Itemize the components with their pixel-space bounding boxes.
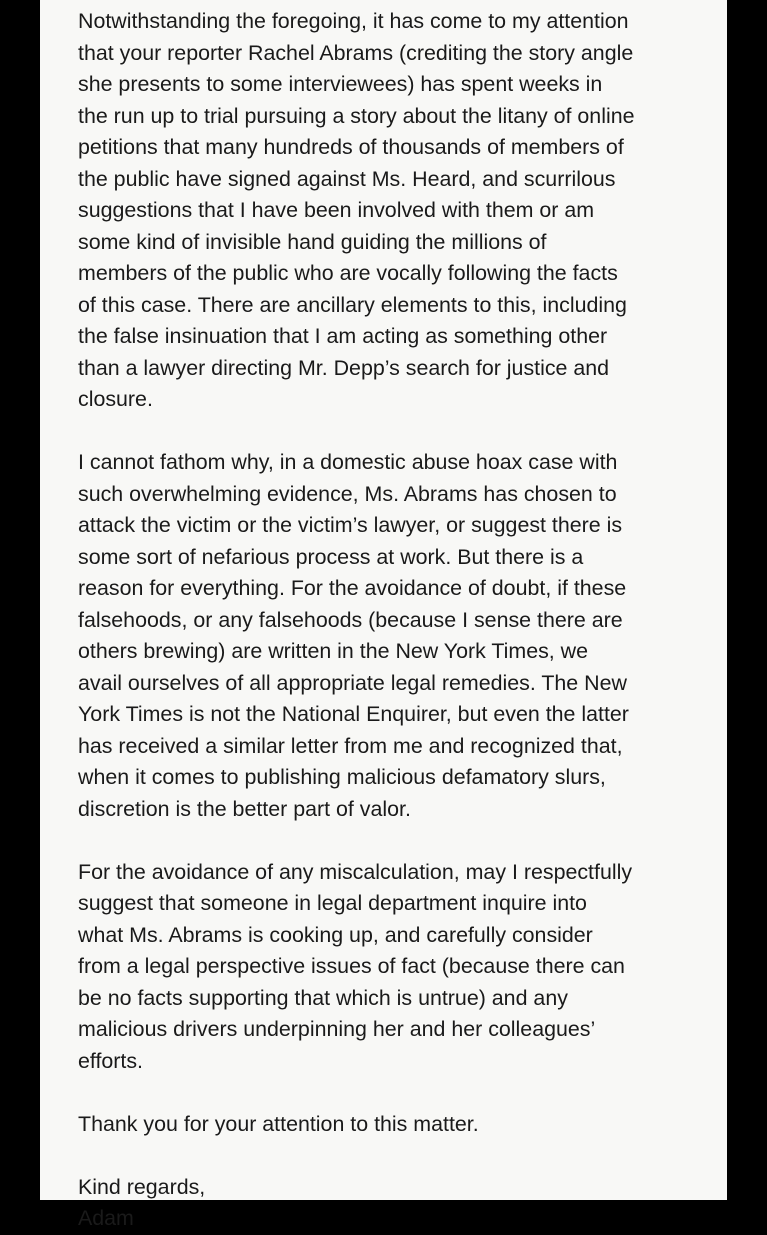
paragraph-3 bbox=[78, 857, 718, 1078]
paragraph-gap bbox=[78, 1077, 718, 1109]
sign-off bbox=[78, 1172, 718, 1235]
text-line: suggestions that I have been involved with them or am bbox=[78, 198, 595, 222]
text-line: Thank you for your attention to this matter. bbox=[78, 1111, 479, 1136]
letter-body bbox=[78, 6, 718, 1235]
paragraph-1 bbox=[78, 6, 718, 416]
paragraph-2 bbox=[78, 447, 718, 825]
paragraph-gap bbox=[78, 1140, 718, 1172]
text-line: what Ms. Abrams is cooking up, and carefully consider bbox=[78, 922, 593, 947]
text-line: the false insinuation that I am acting as something other bbox=[78, 324, 608, 348]
text-line: has received a similar letter from me and recognized that, bbox=[78, 733, 623, 758]
text-line: efforts. bbox=[78, 1048, 143, 1073]
signature: Adam bbox=[78, 1206, 134, 1230]
text-line: petitions that many hundreds of thousands of members of bbox=[78, 135, 624, 159]
text-line: I cannot fathom why, in a domestic abuse hoax case with bbox=[78, 450, 618, 474]
text-line: that your reporter Rachel Abrams (crediting the story angle bbox=[78, 40, 634, 65]
text-line: others brewing) are written in the New York Times, we bbox=[78, 639, 589, 663]
text-line: For the avoidance of any miscalculation, may I respectfully bbox=[78, 859, 633, 884]
text-line: suggest that someone in legal department inquire into bbox=[78, 891, 587, 915]
text-line: she presents to some interviewees) has spent weeks in bbox=[78, 72, 603, 96]
text-line: from a legal perspective issues of fact (because there can bbox=[78, 954, 625, 978]
text-line: attack the victim or the victim’s lawyer, or suggest there is bbox=[78, 513, 623, 537]
letter-page bbox=[40, 0, 727, 1230]
text-line: such overwhelming evidence, Ms. Abrams has chosen to bbox=[78, 481, 617, 506]
text-line: some sort of nefarious process at work. But there is a bbox=[78, 544, 584, 569]
text-line: Notwithstanding the foregoing, it has come to my attention bbox=[78, 9, 629, 33]
text-line: the run up to trial pursuing a story about the litany of online bbox=[78, 103, 635, 128]
text-line: falsehoods, or any falsehoods (because I sense there are bbox=[78, 607, 623, 632]
text-line: York Times is not the National Enquirer, but even the latter bbox=[78, 702, 629, 726]
paragraph-gap bbox=[78, 416, 718, 448]
text-line: than a lawyer directing Mr. Depp’s search for justice and bbox=[78, 355, 610, 380]
paragraph-gap bbox=[78, 825, 718, 857]
text-line: some kind of invisible hand guiding the millions of bbox=[78, 229, 547, 254]
text-line: closure. bbox=[78, 387, 153, 411]
text-line: malicious drivers underpinning her and her colleagues’ bbox=[78, 1017, 596, 1041]
text-line: of this case. There are ancillary elements to this, including bbox=[78, 292, 627, 317]
closing: Kind regards, bbox=[78, 1174, 206, 1199]
paragraph-4 bbox=[78, 1109, 718, 1141]
text-line: when it comes to publishing malicious defamatory slurs, bbox=[78, 765, 606, 789]
text-line: the public have signed against Ms. Heard, and scurrilous bbox=[78, 166, 616, 191]
text-line: discretion is the better part of valor. bbox=[78, 796, 411, 821]
text-line: reason for everything. For the avoidance of doubt, if these bbox=[78, 576, 627, 600]
text-line: be no facts supporting that which is untrue) and any bbox=[78, 985, 568, 1010]
text-line: avail ourselves of all appropriate legal remedies. The New bbox=[78, 670, 627, 695]
text-line: members of the public who are vocally following the facts bbox=[78, 261, 618, 285]
